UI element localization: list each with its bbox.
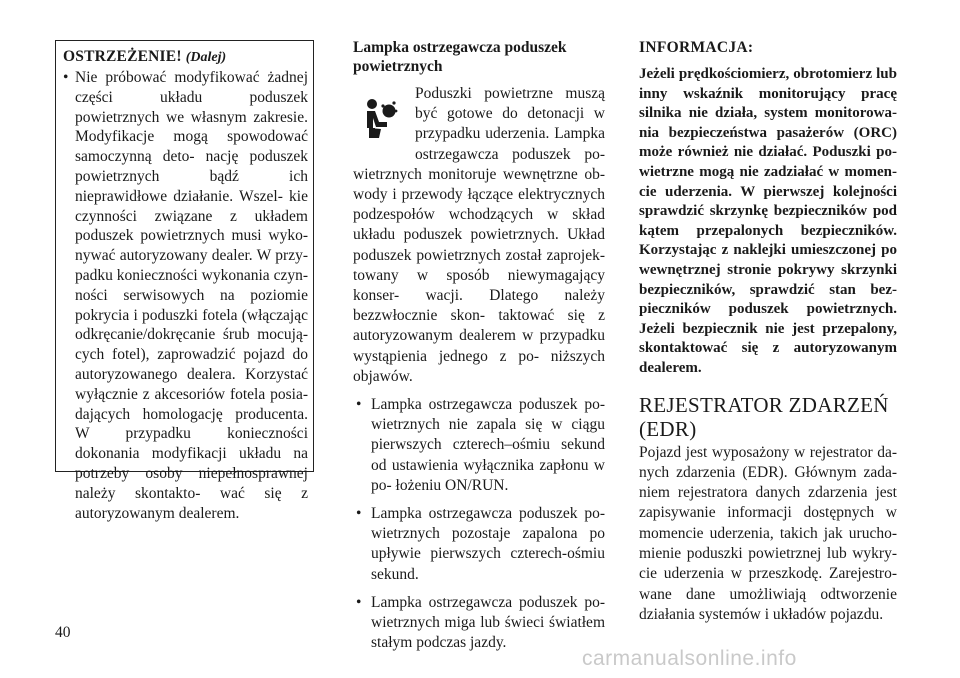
- warning-title: OSTRZEŻENIE!: [63, 48, 182, 65]
- bullet-icon: •: [63, 69, 69, 86]
- bullet-icon: •: [356, 396, 362, 414]
- list-item: [353, 395, 605, 496]
- list-item: [353, 593, 605, 654]
- list-item-text: Lampka ostrzegawcza poduszek po- wietrznych miga lub świeci światłem stałym podczas jazdy.: [371, 593, 605, 652]
- info-text: Jeżeli prędkościomierz, obrotomierz lub inny wskaźnik monitorujący pracę silnika nie działa, system monitorowa- nia bezpieczeństwa pasażerów (ORC) może również nie działać. Poduszki po- wietrzne mogą nie zadziałać w momen- cie uderzenia. W pierwszej kolejności sprawdzić skrzynkę bezpieczników pod kątem przepalonych bezpieczników. Korzystając z naklejki umieszczonej po wewnętrznej stronie pokrywy skrzynki bezpieczników, sprawdzić stan bez- pieczników poduszek powietrznych. Jeżeli bezpiecznik nie jest przepalony, skontaktować się z autoryzowanym dealerem.: [639, 66, 897, 376]
- list-item-text: Lampka ostrzegawcza poduszek po- wietrznych nie zapala się w ciągu pierwszych czterech–ośmiu sekund od ustawienia wyłącznika zapłonu w po- łożeniu ON/RUN.: [371, 396, 605, 494]
- bullet-icon: •: [356, 505, 362, 523]
- warning-box: [55, 40, 314, 522]
- warning-header: [63, 47, 308, 67]
- warning-text: Nie próbować modyfikować żadnej części układu poduszek powietrznych we własnym zakresie. Modyfikacje mogą spowodować samoczynną deto- nację poduszek powietrznych bądź ich nieprawidłowe działanie. Wszel- kie czynności związane z układem poduszek powietrznych musi wyko- nywać autoryzowany dealer. W przy- padku konieczności wykonania czyn- ności serwisowych na poziomie pokrycia i poduszki fotela (włączając odkręcanie/dokręcanie śrub mocują- cych fotel), zaprowadzić pojazd do autoryzowanego dealera. Korzystać wyłącznie z akcesoriów fotela posia- dających homologację producenta. W przypadku konieczności dokonania modyfikacji układu na potrzeby osoby niepełnosprawnej należy skontakto- wać się z autoryzowanym dealerem.: [75, 69, 308, 522]
- edr-heading: REJESTRATOR ZDARZEŃ (EDR): [639, 392, 889, 441]
- warning-continued: (Dalej): [185, 50, 227, 65]
- list-item: [353, 504, 605, 585]
- bullet-icon: •: [356, 593, 362, 611]
- edr-text: Pojazd jest wyposażony w rejestrator da- nych zdarzenia (EDR). Głównym zada- niem rejestratora danych zdarzenia jest zapisywanie informacji dostępnych w momencie uderzenia, takich jak urucho- mienie poduszki powietrznej lub wykry- cie uderzenia w przeszkodę. Zarejestro- wane dane umożliwiają odtworzenie działania systemów i układów pojazdu.: [639, 443, 897, 623]
- page-number: 40: [55, 624, 71, 641]
- info-heading: INFORMACJA:: [639, 39, 754, 56]
- airbag-lamp-paragraph: Poduszki powietrzne muszą być gotowe do detonacji w przypadku uderzenia. Lampka ostrzegawcza poduszek po- wietrznych monitoruje wewnętrzne ob- wody i przewody łączące elektrycznych podzespołów wchodzących w skład układu poduszek powietrznych. Układ poduszek powietrznych został zaprojek- towany w sposób niewymagający konser- wacji. Dlatego należy bezzwłocznie skon- taktować się z autoryzowanym dealerem w przypadku wystąpienia jednego z po- niższych objawów.: [353, 85, 605, 385]
- info-edr-column: [639, 38, 897, 625]
- airbag-lamp-heading: Lampka ostrzegawcza poduszek powietrznych: [353, 39, 567, 75]
- airbag-lamp-intro: [353, 84, 605, 387]
- airbag-lamp-section: [353, 38, 605, 653]
- warning-bullet-item: [63, 68, 308, 523]
- watermark: carmanualsonline.info: [582, 647, 797, 670]
- airbag-warning-icon: [353, 84, 415, 162]
- list-item-text: Lampka ostrzegawcza poduszek po- wietrznych pozostaje zapalona po upływie pierwszych czterech-ośmiu sekund.: [371, 505, 605, 583]
